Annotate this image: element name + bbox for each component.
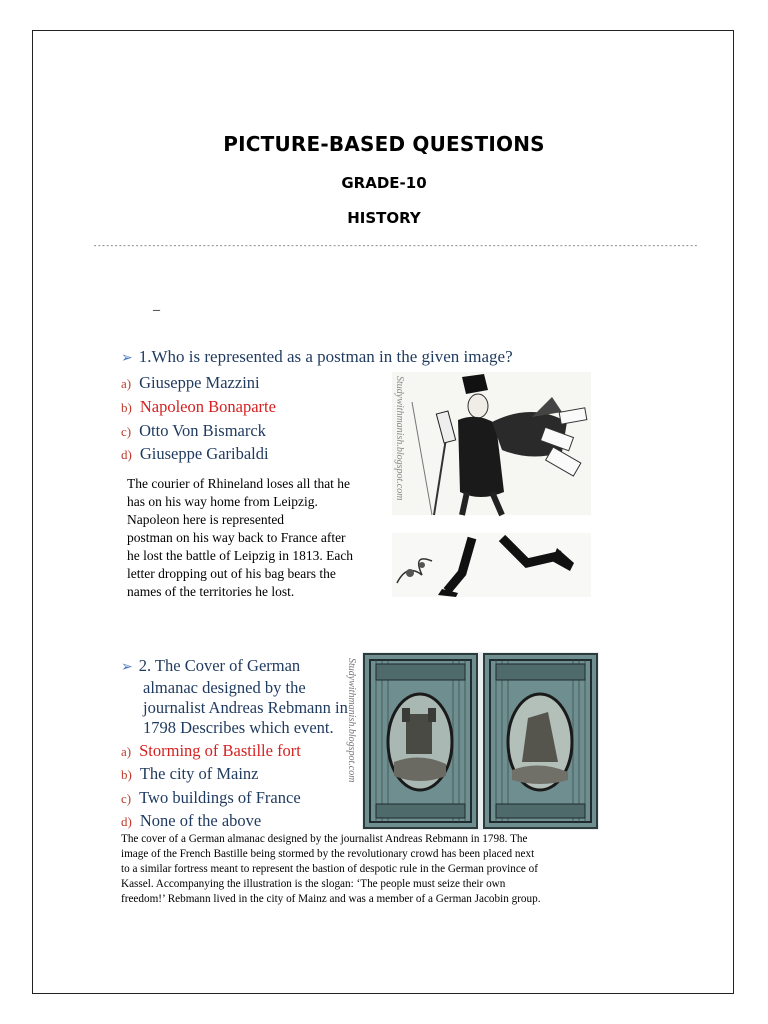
q2-explanation: The cover of a German almanac designed by the journalist Andreas Rebmann in 1798. The image of the French Bastille being stormed by the revolutionary crowd has been placed next to a similar fortress meant to represent the bastion of despotic rule in the German province of Kassel. Accompanying the illustration is the slogan: ‘The people must seize their own freedom!’ Rebmann lived in the city of Mainz and was a member of a German Jacobin group.	[121, 833, 541, 905]
q1-option-a: a) Giuseppe Mazzini	[121, 373, 260, 392]
arrow-bullet-icon: ➢	[121, 660, 133, 675]
q2-watermark: Studywithmanish.blogspot.com	[346, 658, 357, 783]
question-1-text: 1.Who is represented as a postman in the given image?	[138, 347, 513, 366]
q2-option-d: d) None of the above	[121, 811, 262, 830]
q1-option-c: c) Otto Von Bismarck	[121, 421, 266, 440]
stray-mark: _	[153, 298, 160, 313]
q1-option-d: d) Giuseppe Garibaldi	[121, 444, 269, 463]
almanac-covers	[346, 652, 599, 830]
q1-option-b-correct: b) Napoleon Bonaparte	[121, 397, 276, 416]
grade-label: GRADE-10	[341, 174, 427, 192]
q2-option-a-correct: a) Storming of Bastille fort	[121, 741, 301, 760]
page-title: PICTURE-BASED QUESTIONS	[223, 132, 545, 156]
postman-caricature-top	[392, 372, 591, 515]
dashed-divider: ------------------------------------------------------------------------------------------------------------------------------------------------	[93, 243, 698, 251]
subject-label: HISTORY	[347, 209, 421, 227]
question-2: ➢ 2. The Cover of German almanac designed by the journalist Andreas Rebmann in 1798 Describes which event.	[121, 656, 348, 737]
q1-explanation: The courier of Rhineland loses all that he has on his way home from Leipzig. Napoleon here is represented postman on his way back to France after he lost the battle of Leipzig in 1813. Each letter dropping out of his bag bears the names of the territories he lost.	[127, 476, 354, 599]
postman-caricature-bottom	[392, 533, 591, 597]
q1-watermark: Studywithmanish.blogspot.com	[394, 376, 405, 501]
question-1	[121, 347, 513, 367]
q2-option-b: b) The city of Mainz	[121, 764, 259, 783]
arrow-bullet-icon: ➢	[121, 351, 133, 366]
q2-option-c: c) Two buildings of France	[121, 788, 301, 807]
